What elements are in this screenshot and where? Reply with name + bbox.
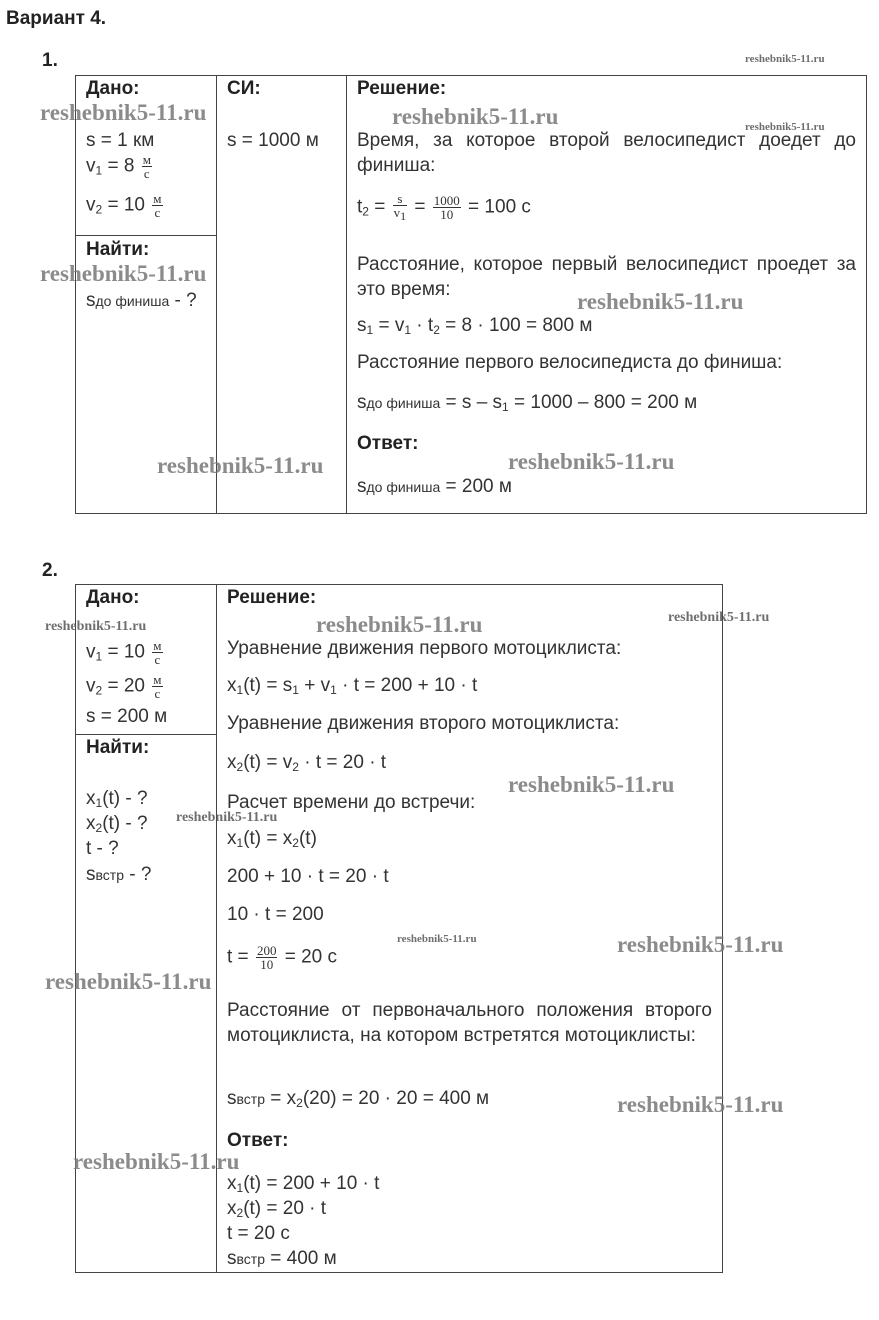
p2-answer-s: sвстр = 400 м	[227, 1248, 337, 1269]
watermark: reshebnik5-11.ru	[392, 104, 559, 129]
p2-eq1: $x_1(t) = s_1 + v_1 \cdot t = 200 + 10 \cdot t$	[227, 675, 478, 697]
watermark: reshebnik5-11.ru	[745, 121, 825, 133]
p1-eq1: $t_2$ = $\frac{s}{v_1}$ = $\frac{1000}{10}$ = 100 с	[357, 191, 531, 223]
p2-eq4: 200 + 10 · t = 20 · t	[227, 866, 389, 887]
p2-given-v1: $v_1 = 10$ $\frac{м}{с}$	[86, 638, 162, 667]
p2-find-s: sвстр - ?	[86, 864, 152, 885]
p1-eq3: sдо финиша = $s - s_1 = 1000 - 800 = 200$ м	[357, 392, 698, 414]
watermark: reshebnik5-11.ru	[157, 453, 324, 478]
watermark: reshebnik5-11.ru	[617, 932, 784, 957]
p2-find-x2: $x_2(t)$ - ?	[86, 813, 148, 835]
problem-1-number: 1.	[42, 50, 58, 71]
p1-given-header: Дано:	[86, 78, 140, 99]
p2-text4: Расстояние от первоначального положения второго мотоциклиста, на котором встретятся мотоциклисты:	[227, 1000, 712, 1046]
p1-solution-header: Решение:	[357, 78, 447, 99]
p2-find-header: Найти:	[86, 737, 150, 758]
problem-1-divider-si	[346, 75, 347, 514]
watermark: reshebnik5-11.ru	[508, 449, 675, 474]
p1-answer-header: Ответ:	[357, 433, 419, 454]
p2-text2: Уравнение движения второго мотоциклиста:	[227, 713, 620, 734]
p1-text1: Время, за которое второй велосипедист доедет до финиша:	[357, 130, 856, 176]
p1-given-s: s = 1 км	[86, 130, 155, 151]
p2-given-header: Дано:	[86, 587, 140, 608]
p1-given-v1: $v_1 = 8$ $\frac{м}{с}$	[86, 152, 151, 181]
problem-1-divider-given	[216, 75, 217, 514]
p2-answer-header: Ответ:	[227, 1130, 289, 1151]
p2-eq2: $x_2(t) = v_2 \cdot t = 20 \cdot t$	[227, 752, 387, 774]
p1-si-header: СИ:	[227, 78, 261, 99]
watermark: reshebnik5-11.ru	[668, 610, 770, 625]
p2-find-t: t - ?	[86, 838, 119, 859]
watermark: reshebnik5-11.ru	[176, 810, 278, 825]
p1-text3: Расстояние первого велосипедиста до финиша:	[357, 352, 783, 373]
watermark: reshebnik5-11.ru	[397, 933, 477, 945]
watermark: reshebnik5-11.ru	[316, 612, 483, 637]
p2-solution-header: Решение:	[227, 587, 317, 608]
p2-eq5: 10 · t = 200	[227, 904, 324, 925]
p1-answer: sдо финиша = 200 м	[357, 476, 512, 497]
p2-given-v2: $v_2 = 20$ $\frac{м}{с}$	[86, 672, 162, 701]
p2-eq3: $x_1(t) = x_2(t)$	[227, 828, 317, 850]
problem-2-divider-find	[75, 734, 217, 735]
p2-eq7: sвстр = $x_2(20) = 20 \cdot 20 = 400$ м	[227, 1088, 490, 1110]
p1-find-value: sдо финиша - ?	[86, 290, 197, 311]
p2-eq6: t = $\frac{200}{10}$ = 20 с	[227, 943, 338, 972]
watermark: reshebnik5-11.ru	[40, 261, 207, 286]
watermark: reshebnik5-11.ru	[577, 289, 744, 314]
watermark: reshebnik5-11.ru	[745, 53, 825, 65]
p2-find-x1: $x_1(t)$ - ?	[86, 788, 148, 810]
p2-answer-x2: $x_2(t) = 20 \cdot t$	[227, 1198, 327, 1220]
watermark: reshebnik5-11.ru	[45, 619, 147, 634]
p1-find-header: Найти:	[86, 239, 150, 260]
watermark: reshebnik5-11.ru	[617, 1092, 784, 1117]
watermark: reshebnik5-11.ru	[40, 100, 207, 125]
p1-si-value: s = 1000 м	[227, 130, 319, 151]
problem-2-number: 2.	[42, 560, 58, 581]
p1-given-v2: $v_2 = 10$ $\frac{м}{с}$	[86, 191, 162, 220]
p2-given-s: s = 200 м	[86, 706, 168, 727]
problem-1-divider-find	[75, 235, 217, 236]
p1-eq2: $s_1 = v_1 \cdot t_2 = 8 \cdot 100 = 800$ м	[357, 315, 593, 337]
watermark: reshebnik5-11.ru	[45, 969, 212, 994]
p2-text1: Уравнение движения первого мотоциклиста:	[227, 638, 622, 659]
watermark: reshebnik5-11.ru	[73, 1149, 240, 1174]
p2-text3: Расчет времени до встречи:	[227, 792, 476, 813]
variant-title: Вариант 4.	[6, 8, 107, 29]
p2-answer-t: t = 20 с	[227, 1223, 290, 1244]
watermark: reshebnik5-11.ru	[508, 772, 675, 797]
p1-text2: Расстояние, которое первый велосипедист проедет за это время:	[357, 254, 856, 300]
p2-answer-x1: $x_1(t) = 200 + 10 \cdot t$	[227, 1173, 380, 1195]
